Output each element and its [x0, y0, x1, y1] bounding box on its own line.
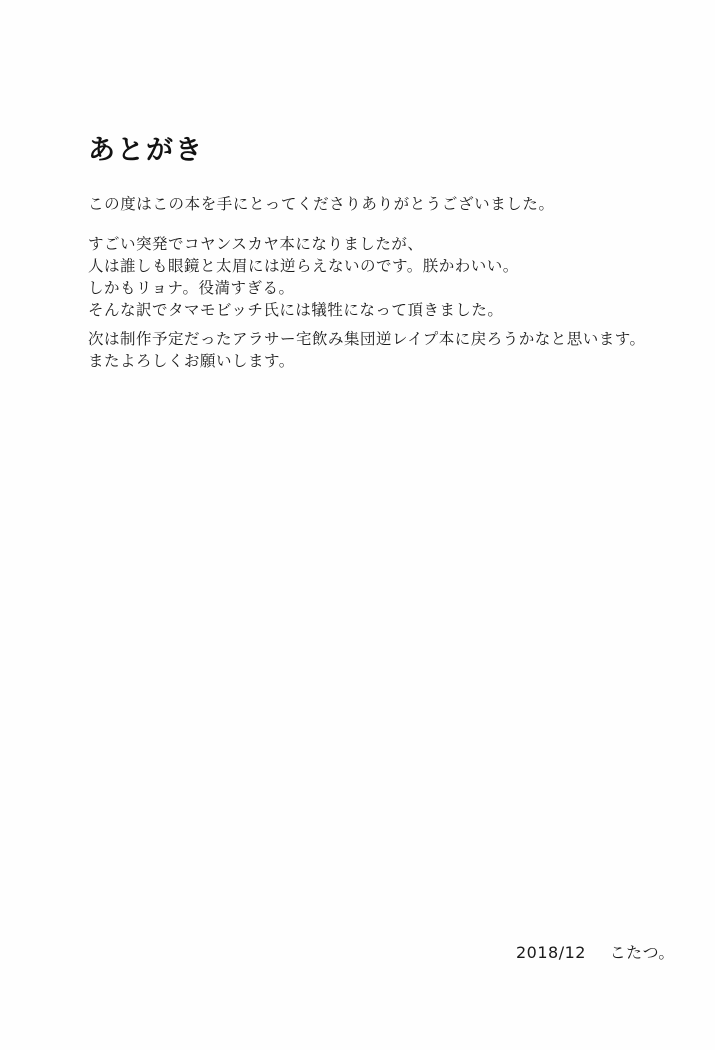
body-line: そんな訳でタマモビッチ氏には犠牲になって頂きました。 [88, 301, 504, 319]
signature-author: こたつ。 [609, 943, 675, 962]
body-line: すごい突発でコヤンスカヤ本になりましたが、 [88, 235, 424, 253]
body-paragraph-2 [88, 328, 646, 372]
lead-paragraph: この度はこの本を手にとってくださりありがとうございました。 [88, 195, 555, 213]
signature [516, 940, 675, 963]
signature-date: 2018/12 [516, 943, 586, 962]
body-line: しかもリョナ。役満すぎる。 [88, 279, 295, 297]
page-title: あとがき [88, 135, 204, 166]
body-line: またよろしくお願いします。 [88, 352, 295, 370]
body-paragraph-1 [88, 233, 519, 321]
body-line: 次は制作予定だったアラサー宅飲み集団逆レイプ本に戻ろうかなと思います。 [88, 330, 646, 348]
body-line: 人は誰しも眼鏡と太眉には逆らえないのです。朕かわいい。 [88, 257, 519, 275]
